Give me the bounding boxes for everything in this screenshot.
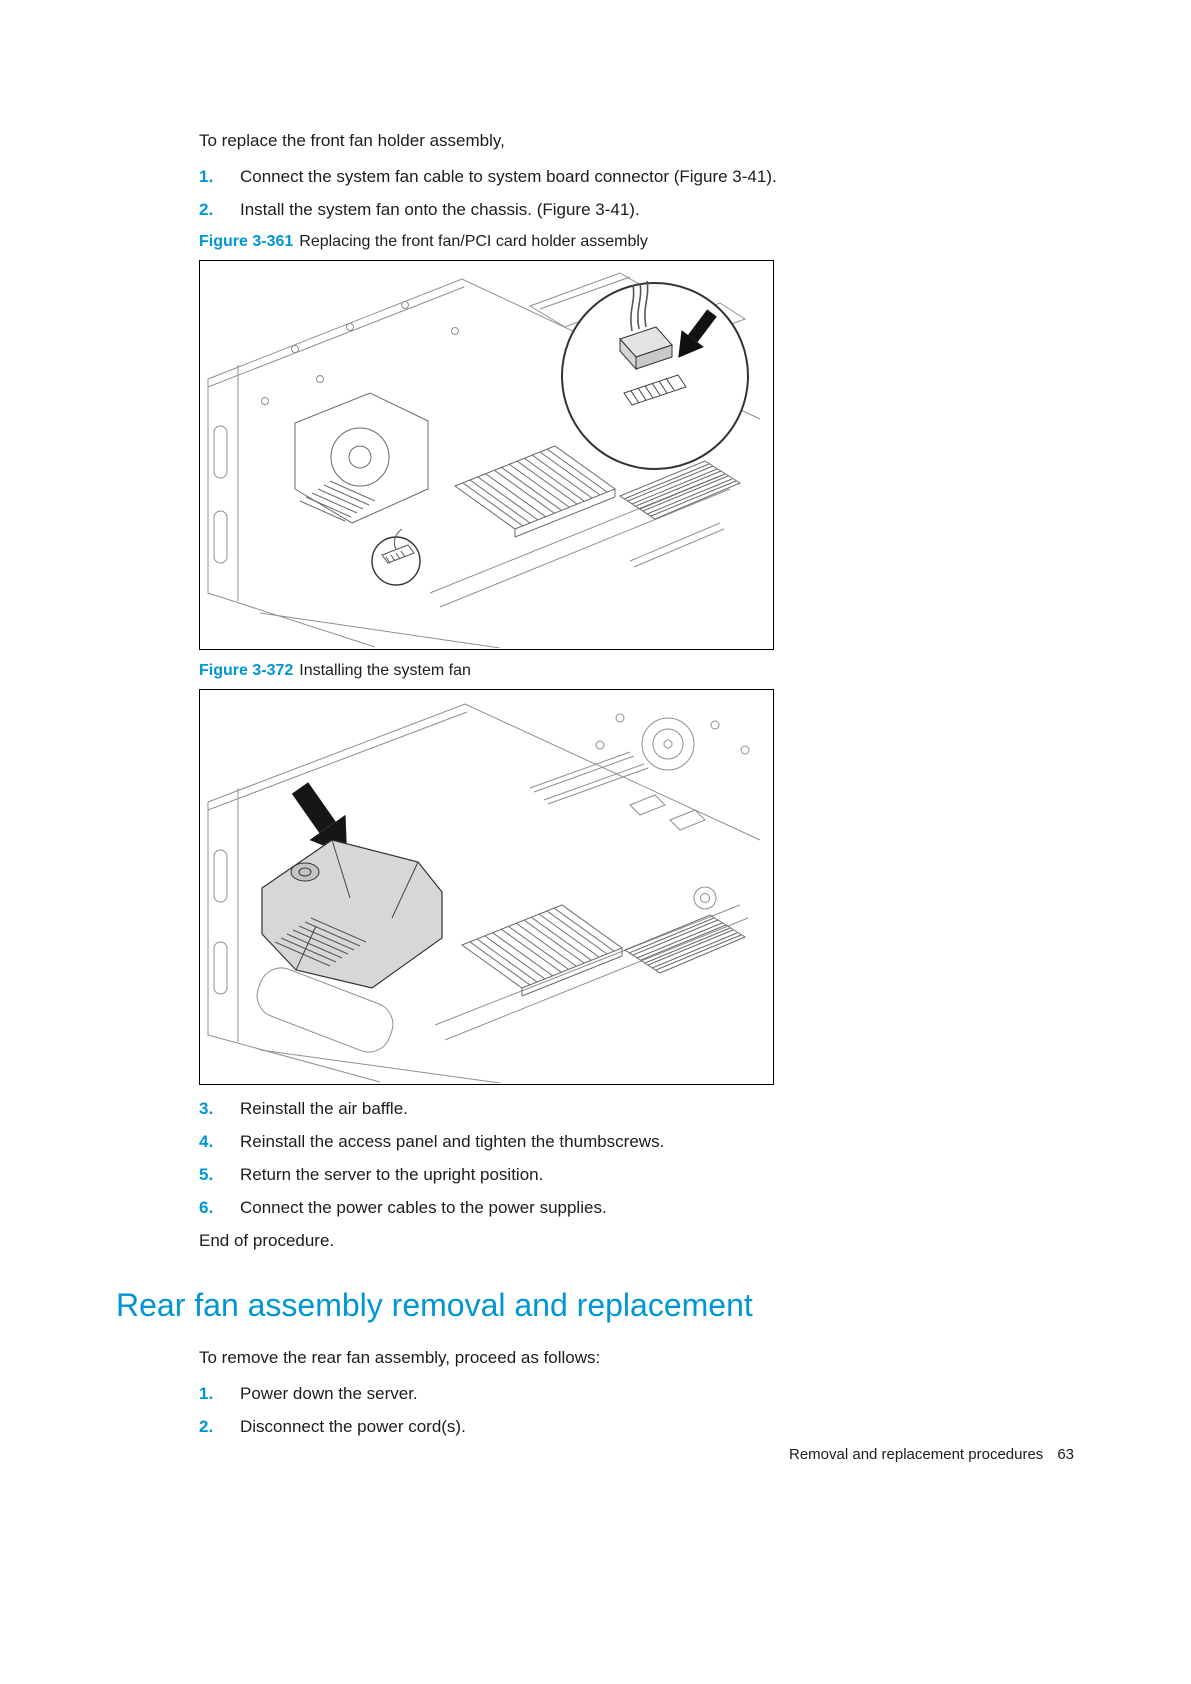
intro-text: To replace the front fan holder assembly, (199, 131, 505, 150)
figure-caption-text: Replacing the front fan/PCI card holder assembly (299, 233, 648, 250)
callout-circle (372, 537, 420, 585)
step-number: 2. (199, 200, 214, 219)
step-text: Install the system fan onto the chassis. (Figure 3-41). (240, 200, 640, 219)
step-text: Connect the power cables to the power supplies. (240, 1198, 607, 1217)
step-number: 5. (199, 1165, 214, 1184)
step-item (199, 1198, 1073, 1218)
fan-assembly-drawing (262, 840, 442, 988)
step-item (199, 1384, 1073, 1404)
footer-text: Removal and replacement procedures (789, 1446, 1044, 1463)
figure-label: Figure 3-361 (199, 233, 294, 250)
step-number: 3. (199, 1099, 214, 1118)
figure-caption-text: Installing the system fan (299, 662, 471, 679)
step-text: Connect the system fan cable to system board connector (Figure 3-41). (240, 167, 777, 186)
step-text: Power down the server. (240, 1384, 418, 1403)
step-number: 4. (199, 1132, 214, 1151)
figure-361-illustration (200, 261, 771, 648)
section-intro-text: To remove the rear fan assembly, proceed as follows: (199, 1348, 601, 1367)
step-text: Return the server to the upright position. (240, 1165, 544, 1184)
section-heading: Rear fan assembly removal and replacement (116, 1287, 753, 1323)
figure-label: Figure 3-372 (199, 662, 294, 679)
page-footer (789, 1446, 1074, 1463)
figure-372-illustration (200, 690, 771, 1083)
step-item (199, 1165, 1073, 1185)
step-item (199, 1099, 1073, 1119)
step-number: 6. (199, 1198, 214, 1217)
step-item (199, 1417, 1073, 1437)
figure-372-box (199, 689, 774, 1085)
figure-caption (199, 233, 1073, 251)
inset-detail (562, 281, 748, 469)
step-item (199, 167, 1073, 187)
step-number: 2. (199, 1417, 214, 1436)
figure-caption (199, 662, 1073, 680)
step-item (199, 200, 1073, 220)
step-text: Reinstall the access panel and tighten the thumbscrews. (240, 1132, 665, 1151)
step-item (199, 1132, 1073, 1152)
step-text: Reinstall the air baffle. (240, 1099, 408, 1118)
end-of-procedure-text: End of procedure. (199, 1231, 335, 1250)
figure-361-box (199, 260, 774, 650)
step-text: Disconnect the power cord(s). (240, 1417, 466, 1436)
step-number: 1. (199, 167, 214, 186)
page-number: 63 (1057, 1446, 1074, 1463)
step-number: 1. (199, 1384, 214, 1403)
